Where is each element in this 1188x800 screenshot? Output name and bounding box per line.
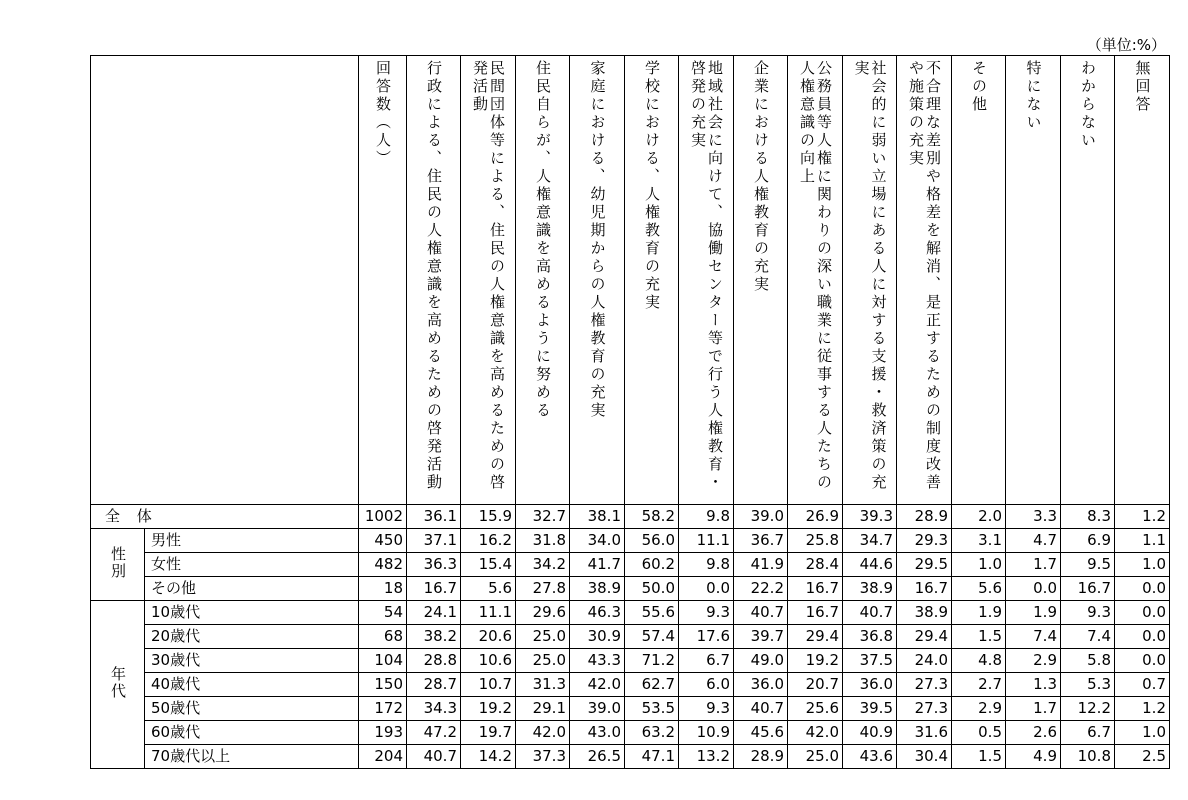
row-label: その他	[145, 577, 359, 601]
table-cell: 19.2	[461, 697, 516, 721]
table-cell: 30.9	[570, 625, 625, 649]
table-cell: 10.7	[461, 673, 516, 697]
table-cell: 19.2	[788, 649, 843, 673]
table-cell: 29.4	[897, 625, 952, 649]
table-cell: 11.1	[461, 601, 516, 625]
table-cell: 41.7	[570, 553, 625, 577]
table-cell: 27.8	[516, 577, 570, 601]
table-cell: 29.3	[897, 529, 952, 553]
unit-label: （単位:%）	[1086, 36, 1166, 54]
table-cell: 37.1	[407, 529, 461, 553]
table-cell: 46.3	[570, 601, 625, 625]
table-cell: 193	[359, 721, 407, 745]
table-cell: 38.9	[897, 601, 952, 625]
table-cell: 24.0	[897, 649, 952, 673]
table-cell: 1002	[359, 505, 407, 529]
table-row	[91, 505, 1170, 529]
column-header	[407, 56, 461, 505]
column-header-label: 無回答	[1133, 60, 1152, 114]
table-cell: 16.7	[1061, 577, 1115, 601]
row-label: 20歳代	[145, 625, 359, 649]
table-cell: 9.3	[679, 601, 734, 625]
table-cell: 47.2	[407, 721, 461, 745]
table-cell: 1.9	[952, 601, 1006, 625]
table-cell: 24.1	[407, 601, 461, 625]
table-cell: 7.4	[1061, 625, 1115, 649]
table-cell: 28.4	[788, 553, 843, 577]
row-label: 全 体	[91, 505, 359, 529]
survey-table	[90, 55, 1170, 769]
table-cell: 53.5	[625, 697, 679, 721]
group-label-text: 性別	[109, 546, 127, 580]
column-header	[570, 56, 625, 505]
header-corner	[91, 56, 359, 505]
table-cell: 16.7	[407, 577, 461, 601]
table-cell: 27.3	[897, 673, 952, 697]
table-cell: 0.0	[679, 577, 734, 601]
table-cell: 20.6	[461, 625, 516, 649]
table-cell: 9.5	[1061, 553, 1115, 577]
column-header-label: 地域社会に向けて、協働センター等で行う人権教育・啓発の充実	[689, 60, 724, 492]
table-cell: 44.6	[843, 553, 897, 577]
table-cell: 482	[359, 553, 407, 577]
table-cell: 4.8	[952, 649, 1006, 673]
table-cell: 1.3	[1006, 673, 1061, 697]
table-cell: 32.7	[516, 505, 570, 529]
table-cell: 49.0	[734, 649, 788, 673]
table-cell: 28.9	[734, 745, 788, 769]
table-cell: 37.5	[843, 649, 897, 673]
table-cell: 10.8	[1061, 745, 1115, 769]
table-cell: 13.2	[679, 745, 734, 769]
table-cell: 3.3	[1006, 505, 1061, 529]
table-cell: 6.9	[1061, 529, 1115, 553]
column-header	[788, 56, 843, 505]
table-cell: 38.2	[407, 625, 461, 649]
table-cell: 1.0	[1115, 553, 1170, 577]
table-cell: 36.1	[407, 505, 461, 529]
row-label: 50歳代	[145, 697, 359, 721]
table-cell: 1.9	[1006, 601, 1061, 625]
column-header-label: 不合理な差別や格差を解消、是正するための制度改善や施策の充実	[907, 60, 942, 492]
table-row	[91, 649, 1170, 673]
table-cell: 0.0	[1115, 577, 1170, 601]
table-cell: 7.4	[1006, 625, 1061, 649]
table-cell: 47.1	[625, 745, 679, 769]
table-cell: 2.7	[952, 673, 1006, 697]
column-header	[679, 56, 734, 505]
table-cell: 2.0	[952, 505, 1006, 529]
table-cell: 15.9	[461, 505, 516, 529]
table-cell: 40.9	[843, 721, 897, 745]
table-cell: 28.8	[407, 649, 461, 673]
table-cell: 9.8	[679, 505, 734, 529]
table-cell: 38.9	[570, 577, 625, 601]
table-cell: 40.7	[407, 745, 461, 769]
table-cell: 10.9	[679, 721, 734, 745]
table-cell: 450	[359, 529, 407, 553]
table-cell: 16.7	[788, 577, 843, 601]
table-cell: 34.3	[407, 697, 461, 721]
table-row	[91, 745, 1170, 769]
table-row	[91, 721, 1170, 745]
table-cell: 1.2	[1115, 505, 1170, 529]
table-cell: 42.0	[516, 721, 570, 745]
table-cell: 2.9	[1006, 649, 1061, 673]
column-header-label: その他	[970, 60, 988, 114]
table-row	[91, 529, 1170, 553]
table-cell: 31.6	[897, 721, 952, 745]
table-cell: 1.2	[1115, 697, 1170, 721]
column-header-label: 回答数（人）	[374, 60, 392, 168]
table-row	[91, 553, 1170, 577]
row-label: 30歳代	[145, 649, 359, 673]
table-cell: 34.0	[570, 529, 625, 553]
table-cell: 1.0	[1115, 721, 1170, 745]
table-cell: 41.9	[734, 553, 788, 577]
column-header	[952, 56, 1006, 505]
table-cell: 5.6	[461, 577, 516, 601]
column-header	[843, 56, 897, 505]
table-cell: 34.2	[516, 553, 570, 577]
column-header	[359, 56, 407, 505]
table-cell: 0.0	[1115, 649, 1170, 673]
table-cell: 4.7	[1006, 529, 1061, 553]
table-cell: 1.5	[952, 745, 1006, 769]
table-cell: 31.8	[516, 529, 570, 553]
table-row	[91, 577, 1170, 601]
group-label	[91, 529, 145, 601]
column-header	[734, 56, 788, 505]
column-header-label: 行政による、住民の人権意識を高めるための啓発活動	[425, 60, 443, 492]
table-cell: 6.0	[679, 673, 734, 697]
table-cell: 25.0	[516, 625, 570, 649]
table-cell: 16.2	[461, 529, 516, 553]
table-cell: 57.4	[625, 625, 679, 649]
column-header-label: 学校における、人権教育の充実	[643, 60, 661, 312]
column-header-label: 家庭における、幼児期からの人権教育の充実	[588, 60, 607, 420]
table-cell: 39.7	[734, 625, 788, 649]
table-cell: 54	[359, 601, 407, 625]
table-row	[91, 601, 1170, 625]
table-cell: 3.1	[952, 529, 1006, 553]
table-cell: 40.7	[843, 601, 897, 625]
column-header-label: 住民自らが、人権意識を高めるように努める	[534, 60, 552, 420]
column-header	[1006, 56, 1061, 505]
table-cell: 37.3	[516, 745, 570, 769]
row-label: 女性	[145, 553, 359, 577]
table-cell: 9.3	[679, 697, 734, 721]
column-header	[461, 56, 516, 505]
table-cell: 1.0	[952, 553, 1006, 577]
table-cell: 29.1	[516, 697, 570, 721]
table-cell: 29.4	[788, 625, 843, 649]
table-cell: 150	[359, 673, 407, 697]
header-row	[91, 56, 1170, 505]
table-cell: 16.7	[897, 577, 952, 601]
row-label: 男性	[145, 529, 359, 553]
table-cell: 43.3	[570, 649, 625, 673]
table-cell: 60.2	[625, 553, 679, 577]
table-cell: 1.7	[1006, 697, 1061, 721]
table-cell: 56.0	[625, 529, 679, 553]
table-cell: 11.1	[679, 529, 734, 553]
table-cell: 45.6	[734, 721, 788, 745]
table-cell: 8.3	[1061, 505, 1115, 529]
table-cell: 28.7	[407, 673, 461, 697]
table-cell: 40.7	[734, 601, 788, 625]
table-cell: 36.3	[407, 553, 461, 577]
table-cell: 25.8	[788, 529, 843, 553]
table-cell: 19.7	[461, 721, 516, 745]
table-cell: 25.6	[788, 697, 843, 721]
table-cell: 39.0	[734, 505, 788, 529]
column-header-label: 特にない	[1024, 60, 1043, 132]
table-cell: 17.6	[679, 625, 734, 649]
table-cell: 6.7	[679, 649, 734, 673]
table-cell: 5.6	[952, 577, 1006, 601]
table-cell: 6.7	[1061, 721, 1115, 745]
table-cell: 2.6	[1006, 721, 1061, 745]
group-label	[91, 601, 145, 769]
table-cell: 68	[359, 625, 407, 649]
column-header	[897, 56, 952, 505]
table-cell: 0.0	[1115, 601, 1170, 625]
table-cell: 25.0	[516, 649, 570, 673]
table-cell: 9.3	[1061, 601, 1115, 625]
table-cell: 1.7	[1006, 553, 1061, 577]
table-cell: 42.0	[788, 721, 843, 745]
table-cell: 14.2	[461, 745, 516, 769]
table-cell: 43.6	[843, 745, 897, 769]
table-cell: 4.9	[1006, 745, 1061, 769]
table-row	[91, 697, 1170, 721]
table-cell: 55.6	[625, 601, 679, 625]
table-cell: 71.2	[625, 649, 679, 673]
row-label: 60歳代	[145, 721, 359, 745]
row-label: 40歳代	[145, 673, 359, 697]
table-cell: 15.4	[461, 553, 516, 577]
group-label-text: 年代	[109, 666, 127, 700]
row-label: 10歳代	[145, 601, 359, 625]
table-cell: 20.7	[788, 673, 843, 697]
table-cell: 0.5	[952, 721, 1006, 745]
table-cell: 39.5	[843, 697, 897, 721]
table-cell: 36.8	[843, 625, 897, 649]
row-label: 70歳代以上	[145, 745, 359, 769]
column-header	[516, 56, 570, 505]
table-cell: 29.5	[897, 553, 952, 577]
table-cell: 5.3	[1061, 673, 1115, 697]
table-cell: 27.3	[897, 697, 952, 721]
table-cell: 12.2	[1061, 697, 1115, 721]
table-cell: 36.0	[843, 673, 897, 697]
table-cell: 28.9	[897, 505, 952, 529]
table-cell: 22.2	[734, 577, 788, 601]
table-cell: 29.6	[516, 601, 570, 625]
table-cell: 39.0	[570, 697, 625, 721]
column-header-label: わからない	[1079, 60, 1097, 150]
table-cell: 31.3	[516, 673, 570, 697]
table-cell: 26.9	[788, 505, 843, 529]
column-header	[1115, 56, 1170, 505]
table-cell: 38.9	[843, 577, 897, 601]
table-cell: 50.0	[625, 577, 679, 601]
table-cell: 34.7	[843, 529, 897, 553]
table-cell: 0.0	[1115, 625, 1170, 649]
table-cell: 25.0	[788, 745, 843, 769]
table-cell: 43.0	[570, 721, 625, 745]
table-cell: 0.0	[1006, 577, 1061, 601]
table-cell: 5.8	[1061, 649, 1115, 673]
table-cell: 63.2	[625, 721, 679, 745]
table-cell: 1.1	[1115, 529, 1170, 553]
table-cell: 40.7	[734, 697, 788, 721]
table-cell: 36.7	[734, 529, 788, 553]
table-cell: 30.4	[897, 745, 952, 769]
table-cell: 1.5	[952, 625, 1006, 649]
column-header	[625, 56, 679, 505]
table-cell: 26.5	[570, 745, 625, 769]
table-row	[91, 673, 1170, 697]
table-cell: 16.7	[788, 601, 843, 625]
column-header-label: 企業における人権教育の充実	[752, 60, 770, 294]
table-row	[91, 625, 1170, 649]
table-cell: 36.0	[734, 673, 788, 697]
table-cell: 204	[359, 745, 407, 769]
column-header-label: 公務員等人権に関わりの深い職業に従事する人たちの人権意識の向上	[798, 60, 833, 492]
table-cell: 38.1	[570, 505, 625, 529]
table-cell: 104	[359, 649, 407, 673]
column-header-label: 民間団体等による、住民の人権意識を高めるための啓発活動	[471, 60, 506, 492]
table-cell: 58.2	[625, 505, 679, 529]
table-cell: 42.0	[570, 673, 625, 697]
column-header-label: 社会的に弱い立場にある人に対する支援・救済策の充実	[852, 60, 888, 492]
table-cell: 10.6	[461, 649, 516, 673]
table-cell: 62.7	[625, 673, 679, 697]
table-cell: 9.8	[679, 553, 734, 577]
table-cell: 39.3	[843, 505, 897, 529]
table-cell: 172	[359, 697, 407, 721]
table-cell: 2.9	[952, 697, 1006, 721]
table-cell: 2.5	[1115, 745, 1170, 769]
table-cell: 0.7	[1115, 673, 1170, 697]
column-header	[1061, 56, 1115, 505]
table-cell: 18	[359, 577, 407, 601]
